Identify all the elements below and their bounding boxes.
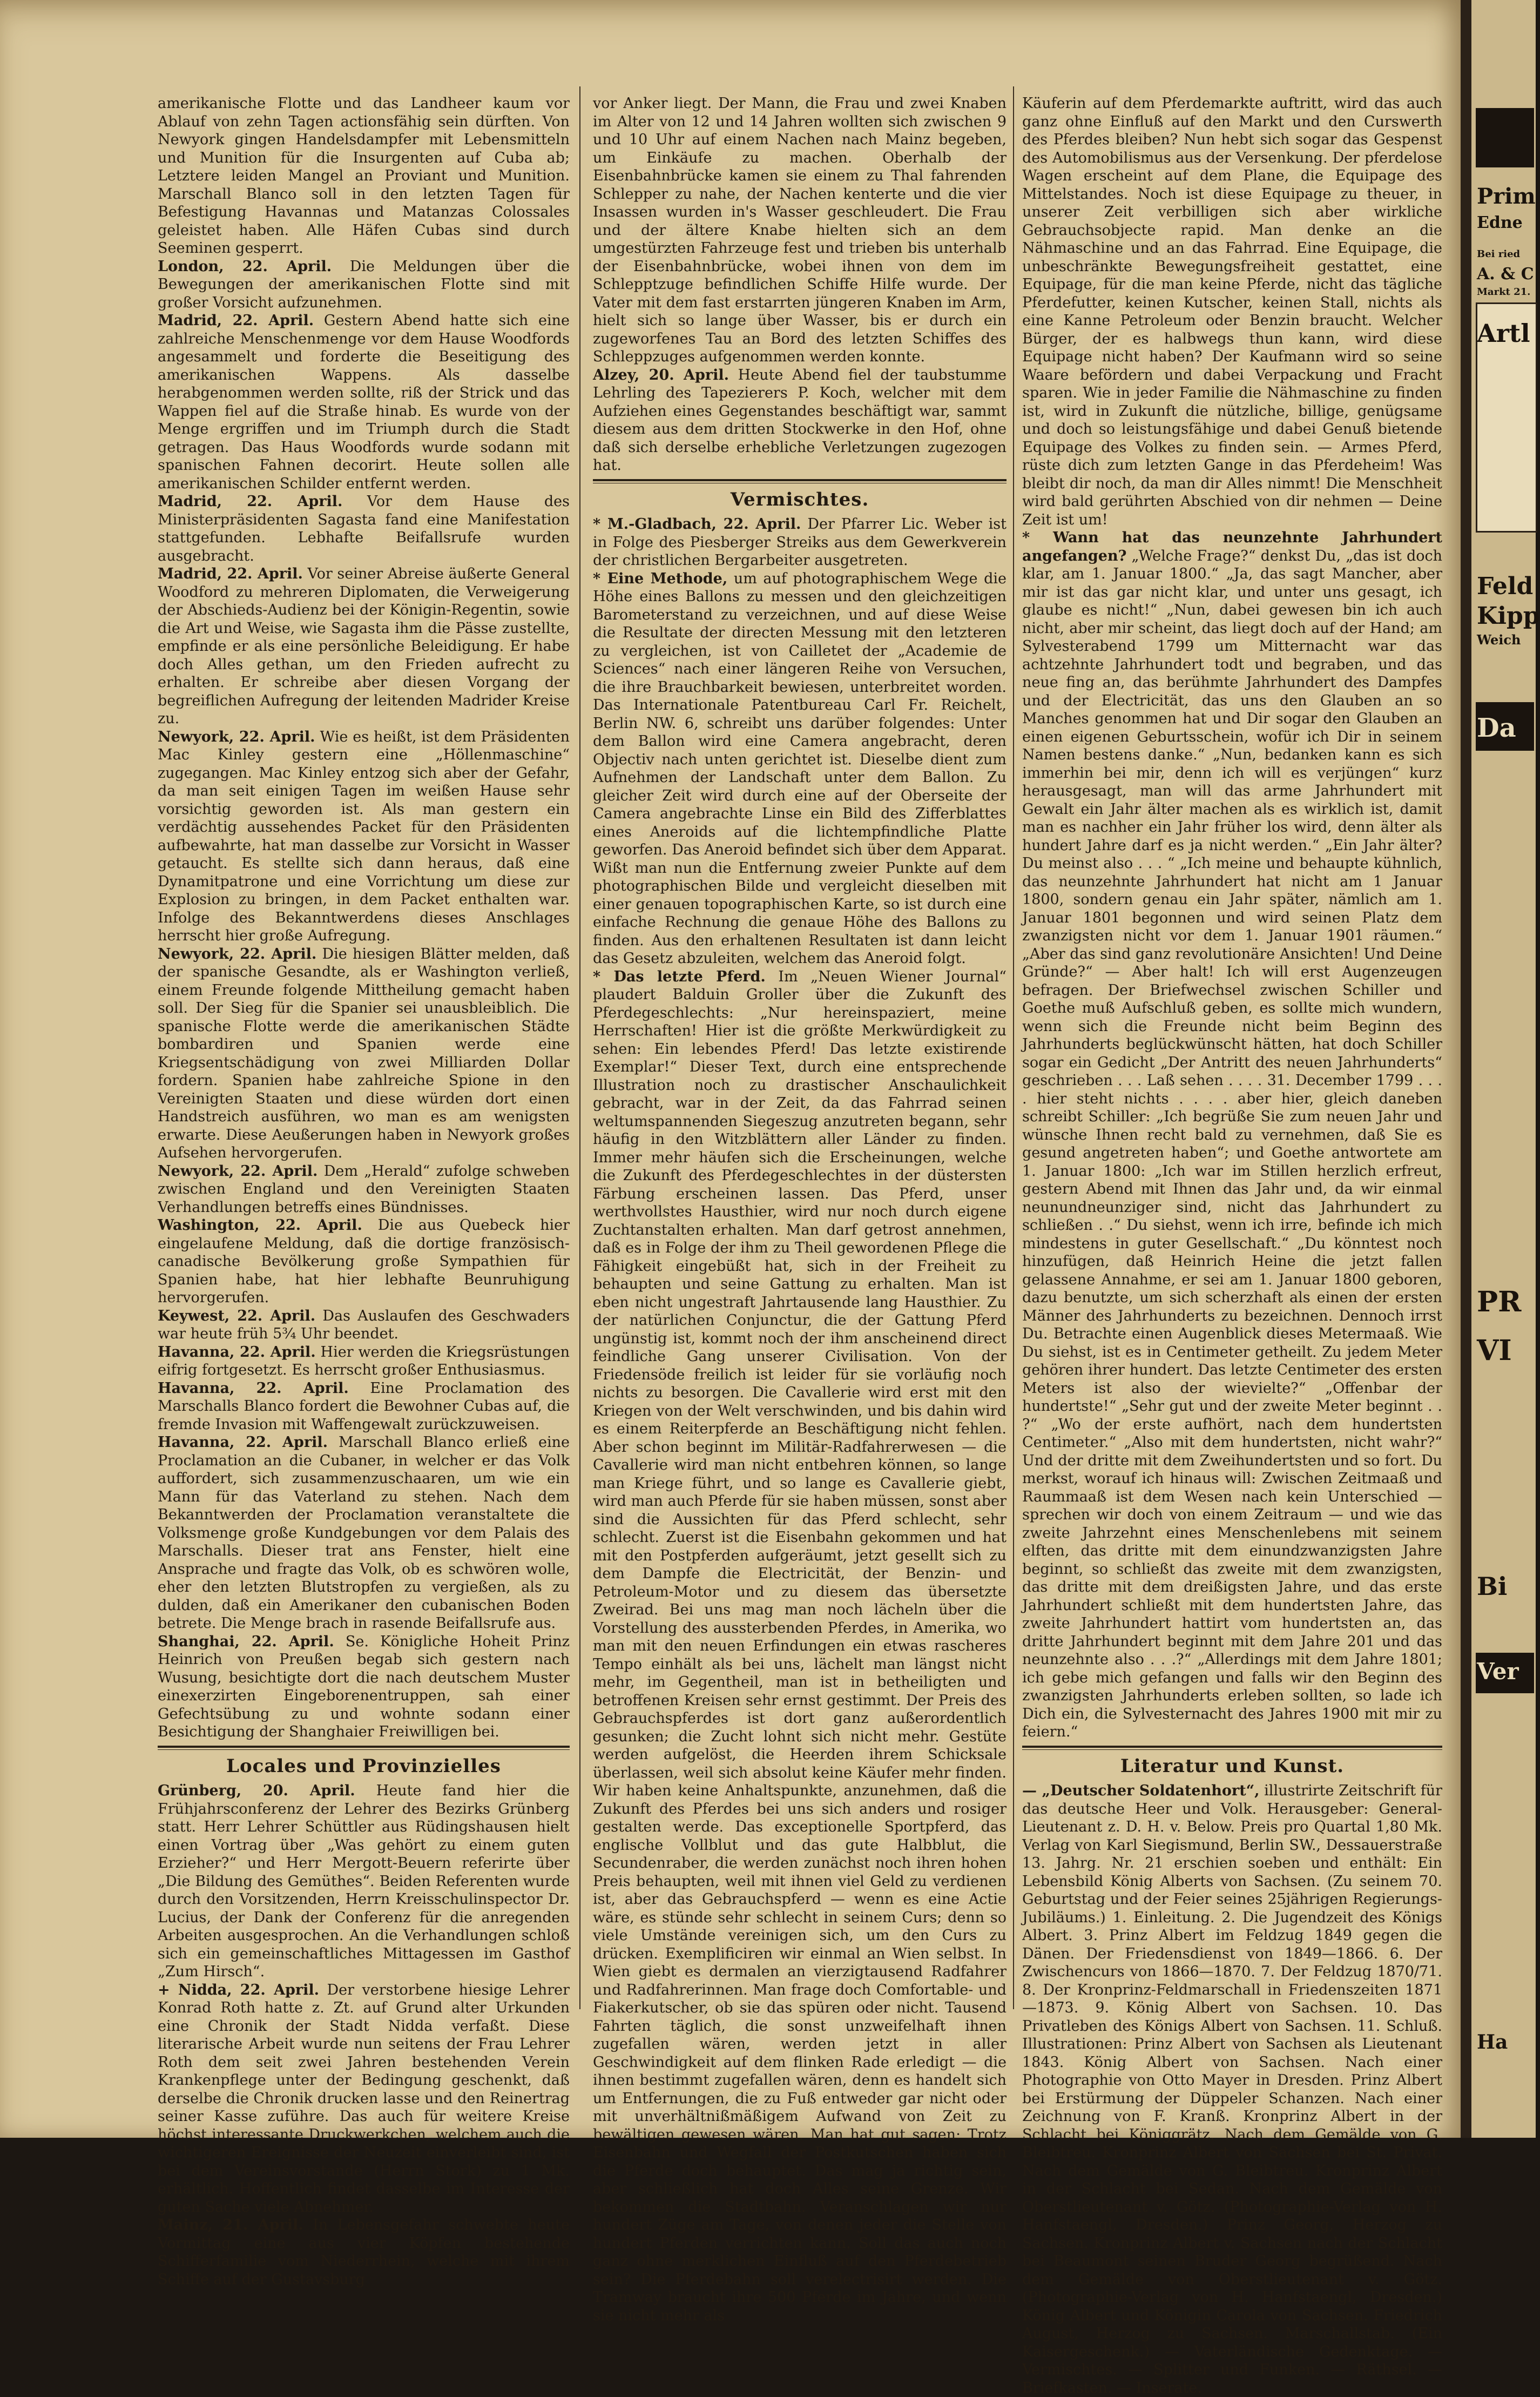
article-paragraph — [158, 1981, 570, 2217]
article-text: Heute fand hier die Frühjahrsconferenz der Lehrer des Bezirks Grünberg statt. Herr Lehrer Schüttler aus Rüdingshausen hielt einen Vortrag über „Was gehört zu einem guten Erzieher?“ und Herr Mergott-Beuern referirte über „Die Bildung des Gemüthes“. Beiden Referenten wurde durch den Vorsitzenden, Herrn Kreisschulinspector Dr. Lucius, der Dank der Conferenz für die anregenden Arbeiten ausgesprochen. An die Verhandlungen schloß sich ein gemeinschaftliches Mittagessen im Gasthof „Zum Hirsch“. — [158, 1782, 570, 1980]
article-paragraph — [158, 1343, 570, 1379]
ad-fragment: Edne — [1477, 213, 1523, 232]
article-paragraph — [1022, 95, 1442, 529]
article-paragraph — [593, 366, 1007, 475]
ad-fragment: PR — [1477, 1285, 1522, 1318]
column-1 — [158, 95, 570, 2288]
article-dateline: Shanghai, 22. April. — [158, 1633, 334, 1650]
article-paragraph — [158, 1782, 570, 1981]
section-divider — [1022, 1746, 1442, 1748]
article-paragraph — [158, 2216, 570, 2288]
article-dateline: * Das letzte Pferd. — [593, 968, 766, 985]
article-text: Eine Proclamation des Marschalls Blanco fordert die Bewohner Cubas auf, die fremde Invasion mit Waffengewalt zurückzuweisen. — [158, 1379, 570, 1433]
article-paragraph — [158, 95, 570, 258]
news-telegrams — [158, 95, 570, 1741]
article-text: Wie es heißt, ist dem Präsidenten Mac Kinley gestern eine „Höllenmaschine“ zugegangen. Mac Kinley entzog sich aber der Gefahr, da man seit einigen Tagen im weißen Hause sehr vorsichtig geworden ist. Als man gestern ein verdächtig aussehendes Packet für den Präsidenten aufbewahrte, hat man dasselbe zur Vorsicht in Wasser getaucht. Es stellte sich dann heraus, daß eine Dynamitpatrone und eine Vorrichtung um diese zur Explosion zu bringen, in dem Packet enthalten war. Infolge des Bekanntwerdens dieses Anschlages herrscht hier große Aufregung. — [158, 728, 570, 944]
article-dateline: * Wann hat das neunzehnte Jahrhundert angefangen? — [1022, 529, 1442, 564]
article-text: Dem „Herald“ zufolge schweben zwischen England und den Vereinigten Staaten Verhandlungen betreffs eines Bündnisses. — [158, 1162, 570, 1216]
article-dateline: Washington, 22. April. — [158, 1217, 362, 1234]
article-text: um auf photographischem Wege die Höhe eines Ballons zu messen und den gleichzeitigen Barometerstand zu verzeichnen, und auf diese Weise die Resultate der directen Messung mit den letzteren zu vergleichen, ist von Cailletet der „Academie de Sciences“ nach einer längeren Reihe von Versuchen, die ihre Brauchbarkeit bewiesen, unterbreitet worden. Das Internationale Patentbureau Carl Fr. Reichelt, Berlin NW. 6, schreibt uns darüber folgendes: Unter dem Ballon wird eine Camera angebracht, deren Objectiv nach unten gerichtet ist. Dieselbe dient zum Aufnehmen der Landschaft unter dem Ballon. Zu gleicher Zeit wird durch eine auf der Oberseite der Camera angebrachte Linse ein Bild des Zifferblattes eines Aneroids auf die lichtempfindliche Platte geworfen. Das Aneroid befindet sich über dem Apparat. Wißt man nun die Entfernung zweier Punkte auf dem photographischen Bilde und vergleicht dieselben mit einer genauen topographischen Karte, so ist durch eine einfache Rechnung die genaue Höhe des Ballons zu finden. Aus den erhaltenen Resultaten ist dann leicht das Gesetz abzuleiten, welchem das Aneroid folgt. — [593, 570, 1007, 967]
article-text: illustrirte Zeitschrift für das deutsche Heer und Volk. Herausgeber: General-Lieutenant z. D. H. v. Below. Preis pro Quartal 1,80 Mk. Verlag von Karl Siegismund, Berlin SW., Dessauerstraße 13. Jahrg. Nr. 21 erschien soeben und enthält: Ein Lebensbild König Alberts von Sachsen. (Zu seinem 70. Geburtstag und der Feier seines 25jährigen Regierungs-Jubiläums.) 1. Einleitung. 2. Die Jugendzeit des Königs Albert. 3. Prinz Albert im Feldzug 1849 gegen die Dänen. Der Friedensdienst von 1849—1866. 6. Der Zwischencurs von 1866—1870. 7. Der Feldzug 1870/71. 8. Der Kronprinz-Feldmarschall in Friedenszeiten 1871—1873. 9. König Albert von Sachsen. 10. Das Privatleben des Königs Albert von Sachsen. 11. Schluß. Illustrationen: Prinz Albert von Sachsen als Lieutenant 1843. König Albert von Sachsen. Nach einer Photographie von Otto Mayer in Dresden. Prinz Albert bei Erstürmung der Düppeler Schanzen. Nach einer Zeichnung von F. Kranß. Kronprinz Albert in der Schlacht bei Königgrätz. Nach dem Gemälde von G. Bleibtreu. Kronprinz Albert von Sachsen bei St. Privat. Nach dem Gemälde von G. Bleibtreu. Kronprinz Albert in der Schlacht bei Sedan. Nach dem Gemälde von Oberstlieutenant v. Götz. (Photographie-Verlag von H. Hanfstaengl, Dresden.) Prinz Georg, Herzog zu Sachsen. Kronprinz Albert v. Sachsen nach der Schlacht bei Beaumont seinen Bruder Georg begrüßend. Nach dem Gemälde von Oberstlieutenant v. Götz. (Photographie-Verlag von H. Hanfstaengl, Dresden.) König Albert und Königin Carola von Sachsen. Friedrich August, Herzog zu Sachsen. Marschallstab. (Ein Kaisergeschenk.) — Vaterländische Gedenktage. — Vermischtes. — Splitter und Funken. — Räthsel. — Briefkasten. — Inserate. — [1022, 1782, 1442, 2396]
article-text: Der Pfarrer Lic. Weber ist in Folge des Piesberger Streiks aus dem Gewerkverein der christlichen Bergarbeiter ausgetreten. — [593, 516, 1007, 569]
article-dateline: Newyork, 22. April. — [158, 945, 317, 962]
column-2-continuation — [593, 95, 1007, 475]
local-news-heading: Locales und Provinzielles — [226, 1755, 501, 1777]
section-divider-thin — [1022, 1749, 1442, 1750]
article-paragraph — [158, 1379, 570, 1434]
article-dateline: Grünberg, 20. April. — [158, 1782, 355, 1799]
article-paragraph — [593, 570, 1007, 968]
article-dateline: Havanna, 22. April. — [158, 1434, 328, 1451]
section-divider-thin — [158, 1749, 570, 1750]
article-text: In Lebensgefahr schwebte heute Vormittag eine aus vier Köpfen bestehende Schifferfamilie vom Niederrhein, welche mit ihrem Schiffe auf der Gustavsburg — [158, 2217, 570, 2288]
adjacent-page-advertisements — [1471, 0, 1540, 2138]
article-paragraph — [158, 258, 570, 312]
article-dateline: Newyork, 22. April. — [158, 728, 315, 745]
ad-fragment: Weich — [1477, 632, 1521, 648]
article-dateline: * M.-Gladbach, 22. April. — [593, 516, 801, 533]
section-divider — [158, 1746, 570, 1748]
article-paragraph — [158, 1307, 570, 1343]
column-rule-1 — [579, 86, 580, 2009]
literature-reviews — [1022, 1782, 1442, 2397]
article-text: vor Anker liegt. Der Mann, die Frau und zwei Knaben im Alter von 12 und 14 Jahren wollten sich zwischen 9 und 10 Uhr auf einem Nachen nach Mainz begeben, um Einkäufe zu machen. Oberhalb der Eisenbahnbrücke kamen sie einem zu Thal fahrenden Schlepper zu nahe, der Nachen kenterte und die vier Insassen wurden in's Wasser geschleudert. Die Frau und der ältere Knabe hielten sich an dem umgestürzten Fahrzeuge fest und trieben bis unterhalb der Eisenbahnbrücke, wobei ihnen von dem im Schlepptzuge befindlichen Schiffe Hilfe wurde. Der Vater mit dem fast erstarrten jüngeren Knaben im Arm, hielt sich so lange über Wasser, bis er durch ein zugeworfenes Tau an Bord des letzten Schiffes des Schleppzuges aufgenommen werden konnte. — [593, 95, 1007, 365]
article-paragraph — [158, 493, 570, 565]
article-text: Die hiesigen Blätter melden, daß der spanische Gesandte, als er Washington verließ, einem Freunde folgende Mittheilung gemacht haben soll. Der Sieg für die Spanier sei unausbleiblich. Die spanische Flotte werde die amerikanischen Städte bombardiren und Spanien werde eine Kriegsentschädigung von zwei Milliarden Dollar fordern. Spanien habe zahlreiche Spione in den Vereinigten Staaten und diese würden dort einen Handstreich ausführen, wo man es am wenigsten erwarte. Diese Aeußerungen haben in Newyork großes Aufsehen hervorgerufen. — [158, 945, 570, 1161]
article-paragraph — [158, 565, 570, 728]
article-paragraph — [158, 312, 570, 493]
article-paragraph — [158, 1216, 570, 1307]
article-text: Der verstorbene hiesige Lehrer Konrad Roth hatte z. Zt. auf Grund alter Urkunden eine Chronik der Stadt Nidda verfaßt. Diese literarische Arbeit wurde nun seitens der Frau Lehrer Roth dem seit zwei Jahren bestehenden Verein Krankenpflege unter der Bedingung geschenkt, daß derselbe die Chronik drucken lasse und den Reinertrag seiner Kasse zuführe. Das auch für weitere Kreise höchst interessante Druckwerkchen, welchem auch die wichtigeren Ereignisse der Neuzeit einverleibt sind, ist bei dem Vereinsvorstande (Herrn Stork) zu 1 Mk. erhältlich. Hoffentlich findet dasselbe im Interesse der guten Sache viele Abnehmer. — [158, 1981, 570, 2216]
ad-fragment: Artl — [1477, 319, 1530, 348]
article-text: amerikanische Flotte und das Landheer kaum vor Ablauf von zehn Tagen actionsfähig sein dürften. Von Newyork gingen Handelsdampfer mit Lebensmitteln und Munition für die Insurgenten auf Cuba ab; Letztere leiden Mangel an Proviant und Munition. Marschall Blanco soll in den letzten Tagen für Befestigung Havannas und Matanzas Colossales geleistet haben. Alle Häfen Cubas sind durch Seeminen gesperrt. — [158, 95, 570, 257]
article-text: Hier werden die Kriegsrüstungen eifrig fortgesetzt. Es herrscht großer Enthusiasmus. — [158, 1343, 570, 1378]
article-dateline: Newyork, 22. April. — [158, 1162, 318, 1180]
article-text: Im „Neuen Wiener Journal“ plaudert Balduin Groller über die Zukunft des Pferdegeschlechts: „Nur hereinspaziert, meine Herrschaften! Hier ist die größte Merkwürdigkeit zu sehen: Ein lebendes Pferd! Das letzte existirende Exemplar!“ Dieser Text, durch eine entsprechende Illustration noch zu drastischer Anschaulichkeit gebracht, war in der Zeit, da das Fahrrad seinen weltumspannenden Siegeszug anzutreten begann, sehr häufig in den Witzblättern aller Länder zu finden. Immer mehr häufen sich die Erscheinungen, welche die Zukunft des Pferdegeschlechtes in der düstersten Färbung erscheinen lassen. Das Pferd, unser werthvollstes Hausthier, wird nur noch durch eigene Zuchtanstalten erhalten. Man darf getrost annehmen, daß es in Folge der ihm zu Theil gewordenen Pflege die Fähigkeit eingebüßt hat, sich in der Freiheit zu behaupten und seine Gattung zu erhalten. Man ist eben nicht ungestraft Jahrtausende lang Hausthier. Zu der natürlichen Conjunctur, die der Gattung Pferd ungünstig ist, kommt noch der ihm anscheinend direct feindliche Gang unserer Civilisation. Von der Friedensöde freilich ist leider für sie vorläufig noch nichts zu besorgen. Die Cavallerie wird erst mit den Kriegen von der Welt verschwinden, und bis dahin wird es einem Reiterpferde an Beschäftigung nicht fehlen. Aber schon beginnt im Militär-Radfahrerwesen — die Cavallerie wird man nicht entbehren können, so lange man Kriege führt, und so lange es Cavallerie giebt, wird man auch Pferde für sie haben müssen, sonst aber sind die Aussichten für das Pferd schlecht, sehr schlecht. Zuerst ist die Eisenbahn gekommen und hat mit den Postpferden aufgeräumt, jetzt gesellt sich zu dem Dampfe die Electricität, der Benzin- und Petroleum-Motor und zu diesem das übersetzte Zweirad. Bei uns mag man noch lächeln über die Vorstellung des aussterbenden Pferdes, in Amerika, wo man mit den neuen Erfindungen ein etwas rascheres Tempo einhält als bei uns, lächelt man längst nicht mehr, im Gegentheil, man ist in betheiligten und betroffenen Kreisen sehr ernst gestimmt. Der Preis des Gebrauchspferdes ist dort ganz außerordentlich gesunken; die Zucht lohnt sich nicht mehr. Gestüte werden aufgelöst, die Heerden ihrem Schicksale überlassen, weil sich absolut keine Käufer mehr finden. Wir haben keine Anhaltspunkte, anzunehmen, daß die Zukunft des Pferdes bei uns sich anders und rosiger gestalten werde. Das exceptionelle Sportpferd, das englische Vollblut und das gute Halbblut, die Secundenraber, die werden zunächst noch ihren hohen Preis behaupten, weil mit ihnen viel Geld zu verdienen ist, aber das Gebrauchspferd — wenn es eine Actie wäre, es stünde sehr schlecht in seinem Curs; denn so viele Umstände vereinigen sich, um den Curs zu drücken. Exemplificiren wir einmal an Wien selbst. In Wien giebt es dermalen an vierzigtausend Radfahrer und Radfahrerinnen. Man frage doch Comfortable- und Fiakerkutscher, ob sie das spüren oder nicht. Tausend Fahrten täglich, die sonst unzweifelhaft ihnen zugefallen wären, werden jetzt in aller Geschwindigkeit auf dem flinken Rade erledigt — die ihnen bestimmt zugefallen wären, denn es handelt sich um Entfernungen, die zu Fuß entweder gar nicht oder mit unverhältnißmäßigem Aufwand von Zeit zu bewältigen gewesen wären. Man hat gut sagen: Trotz Eisenbahn und Wegfall der Postkutschen haben sich die Pferde doch behauptet. Das mag ja richtig sein, aber schließlich hat doch Alles seine Grenze. Wir bekommen die Stadtbahn. Veranschlagen wir nur hundert Züge am Tage, von denen jeder die Stelle von hundert Pferden verrichten kann. Soll das auch noch ganz ohne merklichen Einfluß auf den Pferdebetrieb sein? Die Pferdebahn soll verelectrisirt werden. Die Tramway braucht ihre 500 Pferde im Jahre, und wenn sie nicht mehr als — [593, 968, 1007, 2324]
article-text: „Welche Frage?“ denkst Du, „das ist doch klar, am 1. Januar 1800.“ „Ja, das sagt Mancher, aber mir ist das gar nicht klar, und unter uns gesagt, ich glaube es nicht!“ „Nun, dabei gewesen bin ich auch nicht, aber mir scheint, das liegt doch auf der Hand; am Sylvesterabend 1799 um Mitternacht war das achtzehnte Jahrhundert todt und begraben, und das neue fing an, das berühmte Jahrhundert des Dampfes und der Electricität, das uns den Glauben an so Manches genommen hat und Dir sogar den Glauben an einen eigenen Geburtsschein, wofür ich Dir in seinem Namen bestens danke.“ „Nun, bedanken kann es sich immerhin bei mir, denn ich will es verjüngen“ kurz herausgesagt, man will das arme Jahrhundert mit Gewalt ein Jahr älter machen als es wirklich ist, damit man es nachher ein Jahr früher los wird, denn älter als hundert Jahre darf es ja nicht werden.“ „Ein Jahr älter? Du meinst also . . . “ „Ich meine und behaupte kühnlich, das neunzehnte Jahrhundert hat nicht am 1 Januar 1800, sondern genau ein Jahr später, nämlich am 1. Januar 1801 begonnen und wird seinen Platz dem zwanzigsten nicht vor dem 1. Januar 1901 räumen.“ „Aber das sind ganz revolutionäre Ansichten! Und Deine Gründe?“ — Aber halt! Ich will erst Augenzeugen befragen. Der Briefwechsel zwischen Schiller und Goethe muß Aufschluß geben, es sollte mich wundern, wenn sich die Freunde nicht beim Beginn des Jahrhunderts beglückwünscht hätten, hat doch Schiller sogar ein Gedicht „Der Antritt des neuen Jahrhunderts“ geschrieben . . . Laß sehen . . . . 31. December 1799 . . . . hier steht nichts . . . . aber hier, gleich daneben schreibt Schiller: „Ich begrüße Sie zum neuen Jahr und wünsche Ihnen recht bald zu vernehmen, daß Sie es gesund angetreten haben“; und Goethe antwortete am 1. Januar 1800: „Ich war im Stillen herzlich erfreut, gestern Abend mit Ihnen das Jahr und, da wir einmal neunundneunziger sind, nicht das Jahrhundert zu schließen . .“ Du siehst, wenn ich irre, befinde ich mich mindestens in guter Gesellschaft.“ „Du könntest noch hinzufügen, daß Heinrich Heine die jetzt fallen gelassene Annahme, er sei am 1. Januar 1800 geboren, dazu benutzte, um sich scherzhaft als einen der ersten Männer des Jahrhunderts zu bezeichnen. Dennoch irrst Du. Betrachte einen Augenblick dieses Metermaaß. Wie Du siehst, ist es in Centimeter getheilt. Zu jedem Meter gehören ihrer hundert. Das letzte Centimeter des ersten Meters ist also der wievielte?“ „Offenbar der hundertste!“ „Sehr gut und der zweite Meter beginnt . . ?“ „Wo der erste aufhört, nach dem hundertsten Centimeter.“ „Also mit dem hundertsten, nicht wahr?“ Und der dritte mit dem Zweihundertsten und so fort. Du merkst, worauf ich hinaus will: Zwischen Zeitmaaß und Raummaaß ist dem Wesen nach kein Unterschied — sprechen wir doch von einem Zeitraum — und wie das zweite Jahrzehnt eines Menschenlebens mit seinem elften, das dritte mit dem einundzwanzigsten Jahre beginnt, so schließt das zweite mit dem zwanzigsten, das dritte mit dem dreißigsten Jahre, und das erste Jahrhundert schließt mit dem hundertsten Jahre, das zweite Jahrhundert hattirt vom hundertsten an, das dritte Jahrhundert beginnt mit dem Jahre 201 und das neunzehnte also . . .?“ „Allerdings mit dem Jahre 1801; ich gebe mich gefangen und falls wir den Beginn des zwanzigsten Jahrhunderts erleben sollten, so lade ich Dich ein, die Sylvesternacht des Jahres 1900 mit mir zu feiern.“ — [1022, 547, 1442, 1740]
section-divider — [593, 479, 1007, 481]
article-text: Die Meldungen über die Bewegungen der amerikanischen Flotte sind mit großer Vorsicht aufzunehmen. — [158, 258, 570, 311]
ad-fragment: VI — [1477, 1334, 1512, 1367]
ad-fragment: Kipp — [1477, 602, 1540, 630]
ad-fragment: Bi — [1477, 1572, 1508, 1601]
miscellaneous-news — [593, 515, 1007, 2325]
article-dateline: Alzey, 20. April. — [593, 366, 730, 383]
article-text: Die aus Quebeck hier eingelaufene Meldung, daß die dortige französisch-canadische Bevölkerung große Sympathien für Spanien habe, hat hier lebhafte Beunruhigung hervorgerufen. — [158, 1217, 570, 1306]
article-dateline: + Nidda, 22. April. — [158, 1981, 320, 1998]
article-dateline: Havanna, 22. April. — [158, 1343, 316, 1361]
article-paragraph — [158, 1162, 570, 1217]
article-text: Heute Abend fiel der taubstumme Lehrling des Tapezierers P. Koch, welcher mit dem Aufziehen eines Gegenstandes beschäftigt war, sammt diesem aus dem dritten Stockwerke in den Hof, ohne daß sich derselbe erhebliche Verletzungen zugezogen hat. — [593, 366, 1007, 474]
article-text: Marschall Blanco erließ eine Proclamation an die Cubaner, in welcher er das Volk auffordert, sich zusammenzuschaaren, um wie ein Mann für das Vaterland zu stehen. Nach dem Bekanntwerden der Proclamation veranstaltete die Volksmenge große Kundgebungen vor dem Palais des Marschalls. Dieser trat ans Fenster, hielt eine Ansprache und fragte das Volk, ob es schwören wolle, eher den letzten Blutstropfen zu vergießen, als zu dulden, daß ein Amerikaner den cubanischen Boden betrete. Die Menge brach in rasende Beifallsrufe aus. — [158, 1434, 570, 1632]
article-dateline: London, 22. April. — [158, 258, 332, 275]
column-3-articles — [1022, 95, 1442, 1741]
local-news — [158, 1782, 570, 2288]
article-dateline: Madrid, 22. April. — [158, 312, 314, 329]
article-text: Vor dem Hause des Ministerpräsidenten Sagasta fand eine Manifestation stattgefunden. Lebhafte Beifallsrufe wurden ausgebracht. — [158, 493, 570, 564]
article-paragraph — [593, 515, 1007, 570]
article-paragraph — [593, 95, 1007, 366]
article-dateline: Havanna, 22. April. — [158, 1379, 349, 1397]
binding-gutter — [1461, 0, 1471, 2138]
article-paragraph — [158, 1433, 570, 1633]
article-dateline: Madrid, 22. April. — [158, 565, 303, 582]
ad-fragment: Markt 21. — [1477, 286, 1531, 298]
article-dateline: Madrid, 22. April. — [158, 493, 343, 510]
article-text: Se. Königliche Hoheit Prinz Heinrich von Preußen begab sich gestern nach Wusung, besichtigte dort die nach deutschem Muster einexerzirten Eingeborenentruppen, sah einer Gefechtsübung zu und wohnte sodann einer Besichtigung der Shanghaier Freiwilligen bei. — [158, 1633, 570, 1740]
ad-fragment: Ha — [1477, 2031, 1508, 2053]
article-paragraph — [158, 945, 570, 1162]
article-dateline: — „Deutscher Soldatenhort“, — [1022, 1782, 1260, 1799]
column-2 — [593, 95, 1007, 2324]
article-text: Vor seiner Abreise äußerte General Woodford zu mehreren Diplomaten, die Verweigerung der Abschieds-Audienz bei der Königin-Regentin, sowie die Art und Weise, wie Sagasta ihm die Pässe zustellte, empfinde er als eine persönliche Beleidigung. Er habe doch Alles gethan, um den Frieden aufrecht zu erhalten. Er schreibe aber diesen Vorgang der begreiflichen Aufregung der leitenden Madrider Kreise zu. — [158, 565, 570, 727]
ad-fragment: Ver — [1477, 1658, 1519, 1685]
article-text: Käuferin auf dem Pferdemarkte auftritt, wird das auch ganz ohne Einfluß auf den Markt und den Curswerth des Pferdes bleiben? Nun hebt sich sogar das Gespenst des Automobilismus aus der Versenkung. Der pferdelose Wagen erscheint auf dem Plane, die Equipage des Mittelstandes. Noch ist diese Equipage zu theuer, in unserer Zeit verbilligen sich aber wirkliche Gebrauchsobjecte rapid. Man denke an die Nähmaschine und an das Fahrrad. Eine Equipage, die unbeschränkte Bewegungsfreiheit gestattet, eine Equipage, für die man keine Pferde, nicht das tägliche Pferdefutter, keinen Kutscher, keinen Stall, nichts als eine Kanne Petroleum oder Benzin braucht. Welcher Bürger, der es halbwegs thun kann, wird diese Equipage nicht haben? Der Kaufmann wird so seine Waare befördern und dabei Verpackung und Fracht sparen. Wie in jeder Familie die Nähmaschine zu finden ist, wird in Zukunft die nützliche, billige, genügsame und doch so leistungsfähige und dabei Genuß bietende Equipage des Volkes zu finden sein. — Armes Pferd, rüste dich zum letzten Gange in das Pferdeheim! Was bleibt dir noch, da man dir Alles nimmt! Die Menschheit wird bald gerührten Abschied von dir nehmen — Deine Zeit ist um! — [1022, 95, 1442, 528]
article-dateline: Mainz, 21. April. — [158, 2217, 303, 2233]
miscellaneous-heading: Vermischtes. — [730, 488, 869, 510]
ad-block — [1476, 108, 1534, 167]
article-dateline: Keywest, 22. April. — [158, 1307, 316, 1324]
literature-heading: Literatur und Kunst. — [1120, 1755, 1345, 1777]
article-dateline: * Eine Methode, — [593, 570, 728, 587]
article-paragraph — [593, 968, 1007, 2325]
article-text: Gestern Abend hatte sich eine zahlreiche Menschenmenge vor dem Hause Woodfords angesammelt und forderte die Beseitigung des amerikanischen Wappens. Als dasselbe herabgenommen werden sollte, riß der Strick und das Wappen fiel auf die Straße hinab. Es wurde von der Menge ergriffen und im Triumph durch die Stadt getragen. Das Haus Woodfords wurde sodann mit spanischen Fahnen decorirt. Heute sollen alle amerikanischen Schilder entfernt werden. — [158, 312, 570, 492]
column-rule-2 — [1013, 86, 1014, 2009]
ad-fragment: Feld — [1477, 573, 1534, 600]
article-paragraph — [1022, 1782, 1442, 2397]
article-paragraph — [158, 728, 570, 945]
article-paragraph — [1022, 529, 1442, 1741]
column-3 — [1022, 95, 1442, 2396]
ad-fragment: A. & C — [1477, 265, 1534, 284]
article-text: Das Auslaufen des Geschwaders war heute früh 5¾ Uhr beendet. — [158, 1307, 570, 1342]
ad-fragment: Prim — [1477, 184, 1536, 209]
article-paragraph — [158, 1633, 570, 1741]
ad-fragment: Da — [1477, 713, 1516, 743]
ad-fragment: Bei ried — [1477, 248, 1521, 260]
